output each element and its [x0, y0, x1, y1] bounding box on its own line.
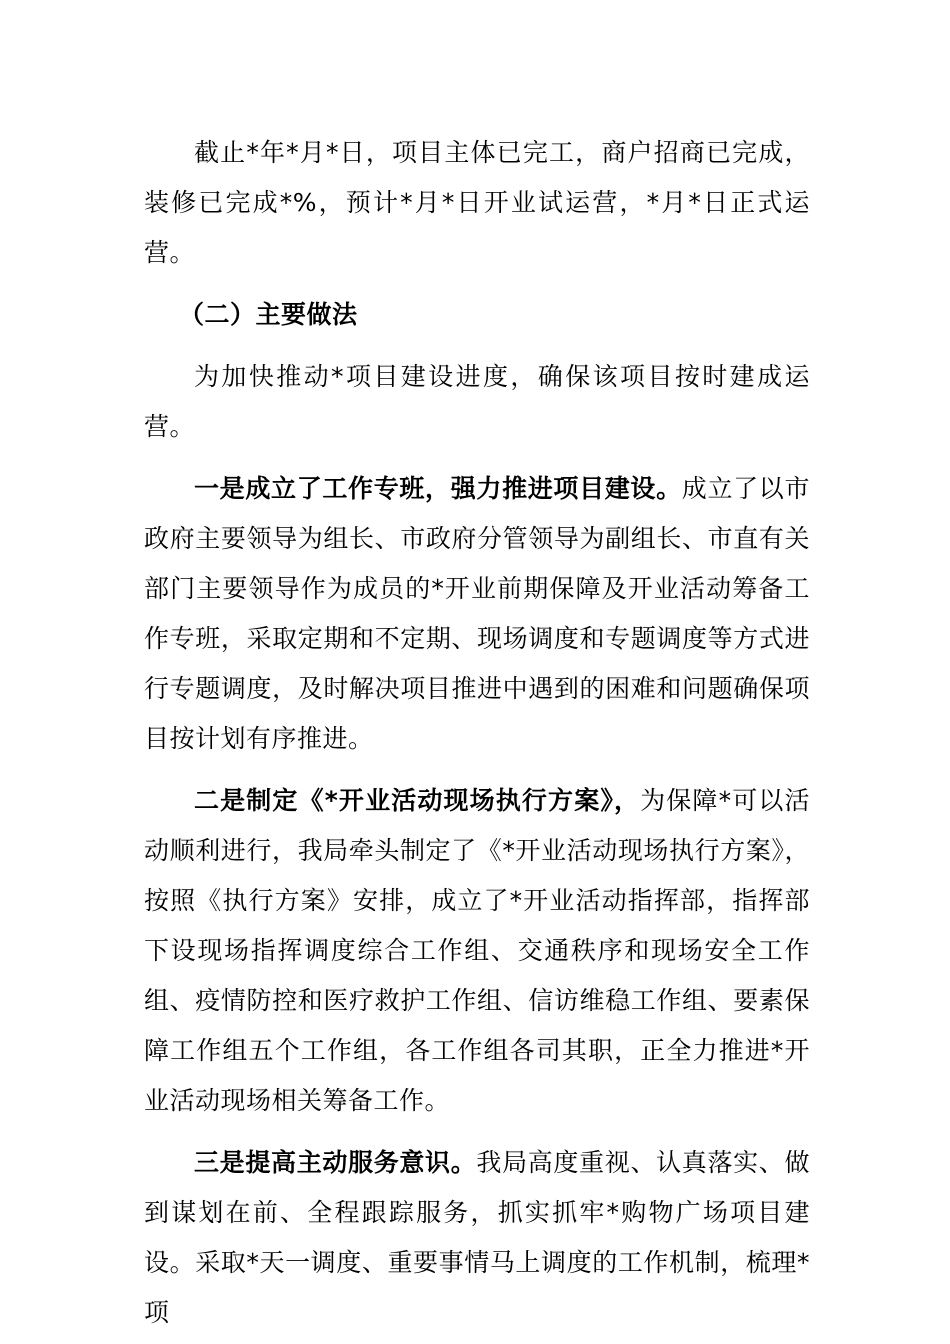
- paragraph-text: 为加快推动*项目建设进度，确保该项目按时建成运营。: [144, 362, 810, 441]
- paragraph-text: 成立了以市政府主要领导为组长、市政府分管领导为副组长、市直有关部门主要领导作为成员的*开业前期保障及开业活动筹备工作专班，采取定期和不定期、现场调度和专题调度等方式进行专题调度，及时解决项目推进中遇到的困难和问题确保项目按计划有序推进。: [144, 474, 810, 753]
- paragraph-lead: 三是提高主动服务意识。: [194, 1148, 477, 1177]
- paragraph-point-three: [144, 1138, 810, 1338]
- paragraph-point-one: [144, 464, 810, 764]
- paragraph-text: 为保障*可以活动顺利进行，我局牵头制定了《*开业活动现场执行方案》，按照《执行方案》安排，成立了*开业活动指挥部，指挥部下设现场指挥调度综合工作组、交通秩序和现场安全工作组、疫情防控和医疗救护工作组、信访维稳工作组、要素保障工作组五个工作组，各工作组各司其职，正全力推进*开业活动现场相关筹备工作。: [144, 786, 810, 1115]
- section-heading-main-practices: [144, 290, 810, 340]
- document-page: [144, 128, 810, 1338]
- paragraph-lead: 二是制定《*开业活动现场执行方案》，: [194, 786, 641, 815]
- paragraph-text: 截止*年*月*日，项目主体已完工，商户招商已完成，装修已完成*%，预计*月*日开业试运营，*月*日正式运营。: [144, 138, 810, 267]
- paragraph-progress-status: [144, 128, 810, 278]
- paragraph-intro: [144, 352, 810, 452]
- paragraph-text: 我局高度重视、认真落实、做到谋划在前、全程跟踪服务，抓实抓牢*购物广场项目建设。采取*天一调度、重要事情马上调度的工作机制，梳理*项: [144, 1148, 810, 1327]
- paragraph-point-two: [144, 776, 810, 1126]
- paragraph-lead: 一是成立了工作专班，强力推进项目建设。: [194, 474, 682, 503]
- heading-text: （二）主要做法: [179, 300, 358, 329]
